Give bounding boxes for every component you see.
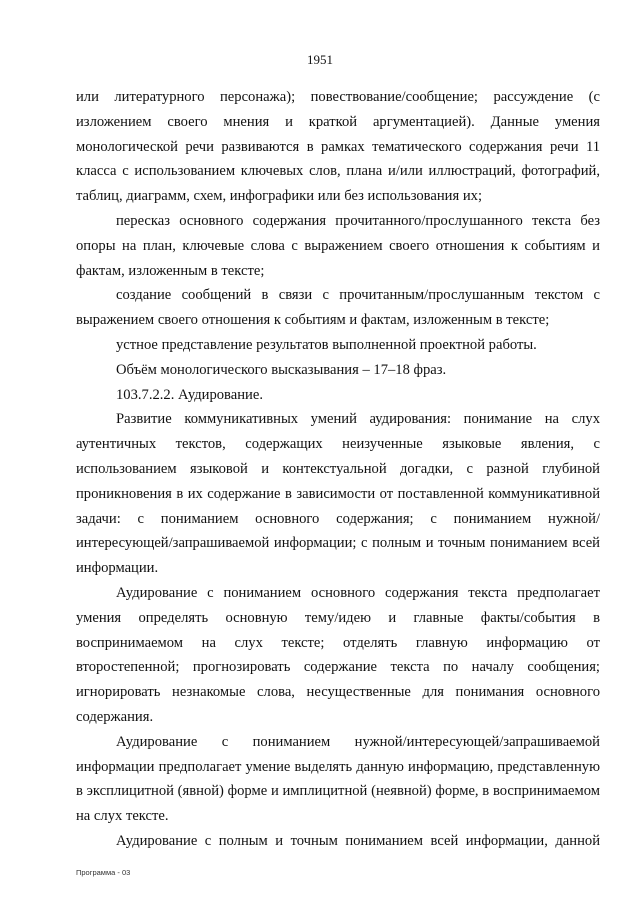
paragraph-2: пересказ основного содержания прочитанного/прослушанного текста без опоры на план, ключевые слова с выражением своего отношения к событиям и фактам, изложенным в тексте; [76, 212, 600, 279]
paragraph-10: Аудирование с полным и точным пониманием всей информации, данной [116, 832, 600, 849]
paragraph-4: устное представление результатов выполненной проектной работы. [116, 336, 537, 353]
paragraph-9: Аудирование с пониманием нужной/интересующей/запрашиваемой информации предполагает умение выделять данную информацию, представленную в эксплицитной (явной) форме и имплицитной (неявной) форме, в воспринимаемом на слух тексте. [76, 733, 600, 825]
paragraph-3: создание сообщений в связи с прочитанным/прослушанным текстом с выражением своего отношения к событиям и фактам, изложенным в тексте; [76, 287, 600, 329]
section-heading: 103.7.2.2. Аудирование. [116, 386, 263, 403]
paragraph-8: Аудирование с пониманием основного содержания текста предполагает умения определять основную тему/идею и главные факты/события в воспринимаемом на слух тексте; отделять главную информацию от второстепенной; прогнозировать содержание текста по началу сообщения; игнорировать незнакомые слова, несущественные для понимания основного содержания. [76, 584, 600, 725]
document-body [76, 85, 600, 854]
page-number: 1951 [307, 52, 333, 67]
paragraph-5: Объём монологического высказывания – 17–18 фраз. [116, 361, 447, 378]
page-footer: Программа - 03 [76, 868, 131, 877]
paragraph-7: Развитие коммуникативных умений аудирования: понимание на слух аутентичных текстов, содержащих неизученные языковые явления, с использованием языковой и контекстуальной догадки, с разной глубиной проникновения в их содержание в зависимости от поставленной коммуникативной задачи: с пониманием основного содержания; с пониманием нужной/ интересующей/запрашиваемой информации; с полным и точным пониманием всей информации. [76, 411, 600, 577]
paragraph-1: или литературного персонажа); повествование/сообщение; рассуждение (с изложением своего мнения и краткой аргументацией). Данные умения монологической речи развиваются в рамках тематического содержания речи 11 класса с использованием ключевых слов, плана и/или иллюстраций, фотографий, таблиц, диаграмм, схем, инфографики или без использования их; [76, 89, 600, 205]
